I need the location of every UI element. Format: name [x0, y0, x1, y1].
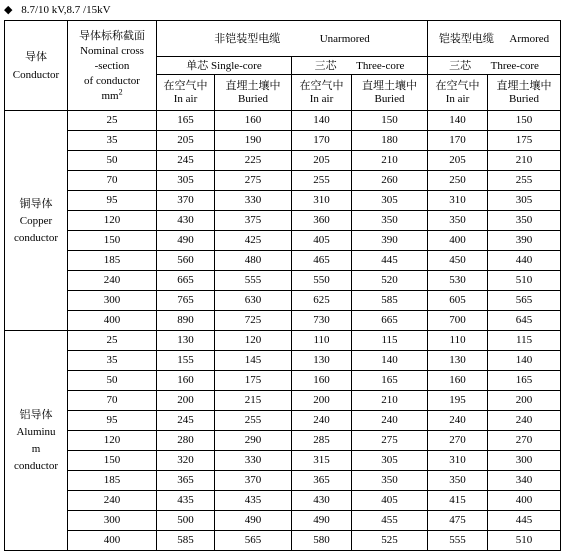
ampacity-cell: 765 — [157, 291, 215, 311]
ampacity-cell: 170 — [428, 131, 488, 151]
ampacity-cell: 440 — [488, 251, 561, 271]
aluminum-label-en: Aluminu — [16, 426, 56, 438]
unarmored-header — [157, 21, 428, 57]
ampacity-cell: 405 — [292, 231, 352, 251]
nominal-section-en-1: Nominal cross — [80, 44, 144, 57]
ampacity-cell: 625 — [292, 291, 352, 311]
aluminum-conductor-label — [5, 331, 68, 551]
ampacity-cell: 475 — [428, 511, 488, 531]
ampacity-cell: 435 — [157, 491, 215, 511]
table-row — [5, 351, 561, 371]
ampacity-cell: 190 — [215, 131, 292, 151]
in-air-header-en: In air — [173, 93, 198, 105]
buried-header — [488, 75, 561, 111]
cross-section-cell: 120 — [68, 211, 157, 231]
ampacity-cell: 245 — [157, 151, 215, 171]
ampacity-cell: 330 — [215, 191, 292, 211]
ampacity-cell: 270 — [488, 431, 561, 451]
ampacity-cell: 160 — [292, 371, 352, 391]
three-core-header-armored — [428, 57, 561, 75]
ampacity-cell: 160 — [215, 111, 292, 131]
buried-header-en: Buried — [509, 93, 539, 105]
three-core-cn: 三芯 — [314, 58, 337, 72]
ampacity-cell: 530 — [428, 271, 488, 291]
nominal-section-en-2: -section — [94, 59, 130, 72]
table-row — [5, 411, 561, 431]
table-row — [5, 271, 561, 291]
ampacity-cell: 555 — [215, 271, 292, 291]
ampacity-cell: 305 — [157, 171, 215, 191]
ampacity-cell: 315 — [292, 451, 352, 471]
cross-section-cell: 300 — [68, 511, 157, 531]
cross-section-cell: 150 — [68, 231, 157, 251]
ampacity-cell: 165 — [157, 111, 215, 131]
ampacity-cell: 360 — [292, 211, 352, 231]
diamond-bullet-icon: ◆ — [4, 3, 13, 16]
ampacity-cell: 195 — [428, 391, 488, 411]
ampacity-cell: 130 — [292, 351, 352, 371]
ampacity-cell: 130 — [157, 331, 215, 351]
cross-section-cell: 95 — [68, 411, 157, 431]
in-air-header — [292, 75, 352, 111]
cross-section-cell: 70 — [68, 171, 157, 191]
ampacity-cell: 350 — [488, 211, 561, 231]
ampacity-cell: 550 — [292, 271, 352, 291]
ampacity-cell: 525 — [352, 531, 428, 551]
table-row — [5, 151, 561, 171]
ampacity-cell: 490 — [292, 511, 352, 531]
ampacity-cell: 390 — [352, 231, 428, 251]
ampacity-cell: 240 — [428, 411, 488, 431]
aluminum-label-cn: 铝导体 — [19, 408, 53, 421]
ampacity-cell: 350 — [428, 211, 488, 231]
nominal-section-unit-sup: 2 — [118, 86, 123, 96]
ampacity-cell: 145 — [215, 351, 292, 371]
table-row — [5, 331, 561, 351]
ampacity-cell: 120 — [215, 331, 292, 351]
table-row — [5, 291, 561, 311]
ampacity-cell: 725 — [215, 311, 292, 331]
ampacity-cell: 375 — [215, 211, 292, 231]
ampacity-cell: 165 — [352, 371, 428, 391]
cross-section-cell: 50 — [68, 371, 157, 391]
ampacity-cell: 115 — [488, 331, 561, 351]
ampacity-table — [4, 20, 561, 551]
ampacity-cell: 320 — [157, 451, 215, 471]
in-air-header — [157, 75, 215, 111]
ampacity-cell: 275 — [215, 171, 292, 191]
ampacity-cell: 490 — [157, 231, 215, 251]
cross-section-cell: 185 — [68, 251, 157, 271]
cross-section-cell: 400 — [68, 531, 157, 551]
table-row — [5, 251, 561, 271]
unarmored-header-en: Unarmored — [319, 32, 370, 45]
ampacity-cell: 215 — [215, 391, 292, 411]
table-row — [5, 391, 561, 411]
ampacity-cell: 510 — [488, 531, 561, 551]
ampacity-cell: 290 — [215, 431, 292, 451]
ampacity-cell: 560 — [157, 251, 215, 271]
ampacity-cell: 175 — [215, 371, 292, 391]
buried-header-en: Buried — [374, 93, 405, 105]
ampacity-cell: 445 — [488, 511, 561, 531]
ampacity-cell: 255 — [215, 411, 292, 431]
ampacity-cell: 340 — [488, 471, 561, 491]
ampacity-cell: 140 — [292, 111, 352, 131]
ampacity-cell: 110 — [292, 331, 352, 351]
ampacity-cell: 275 — [352, 431, 428, 451]
buried-header — [352, 75, 428, 111]
table-row — [5, 531, 561, 551]
table-row — [5, 171, 561, 191]
ampacity-cell: 255 — [488, 171, 561, 191]
ampacity-cell: 240 — [488, 411, 561, 431]
ampacity-cell: 400 — [488, 491, 561, 511]
buried-header-cn: 直埋土壤中 — [496, 79, 552, 92]
ampacity-cell: 165 — [488, 371, 561, 391]
ampacity-cell: 310 — [292, 191, 352, 211]
ampacity-cell: 200 — [292, 391, 352, 411]
ampacity-cell: 490 — [215, 511, 292, 531]
ampacity-cell: 205 — [428, 151, 488, 171]
ampacity-cell: 350 — [352, 211, 428, 231]
ampacity-cell: 415 — [428, 491, 488, 511]
ampacity-cell: 170 — [292, 131, 352, 151]
cross-section-cell: 50 — [68, 151, 157, 171]
ampacity-cell: 430 — [157, 211, 215, 231]
table-title — [4, 2, 111, 18]
three-core-en: Three-core — [356, 59, 405, 72]
ampacity-cell: 555 — [428, 531, 488, 551]
in-air-header — [428, 75, 488, 111]
ampacity-cell: 365 — [292, 471, 352, 491]
copper-conductor-label — [5, 111, 68, 331]
ampacity-cell: 280 — [157, 431, 215, 451]
ampacity-cell: 140 — [488, 351, 561, 371]
ampacity-cell: 430 — [292, 491, 352, 511]
single-core-en: Single-core — [211, 59, 262, 72]
cross-section-cell: 400 — [68, 311, 157, 331]
ampacity-cell: 580 — [292, 531, 352, 551]
cross-section-cell: 120 — [68, 431, 157, 451]
three-core-cn: 三芯 — [449, 58, 472, 72]
buried-header-cn: 直埋土壤中 — [362, 79, 418, 92]
ampacity-cell: 285 — [292, 431, 352, 451]
ampacity-cell: 115 — [352, 331, 428, 351]
nominal-section-en-3: of conductor — [84, 74, 140, 87]
buried-header-cn: 直埋土壤中 — [225, 79, 281, 92]
ampacity-cell: 585 — [157, 531, 215, 551]
cross-section-cell: 25 — [68, 111, 157, 131]
ampacity-cell: 565 — [488, 291, 561, 311]
ampacity-cell: 645 — [488, 311, 561, 331]
table-row — [5, 211, 561, 231]
cross-section-cell: 150 — [68, 451, 157, 471]
table-row — [5, 191, 561, 211]
table-row — [5, 491, 561, 511]
ampacity-cell: 150 — [488, 111, 561, 131]
ampacity-cell: 245 — [157, 411, 215, 431]
ampacity-cell: 435 — [215, 491, 292, 511]
ampacity-cell: 500 — [157, 511, 215, 531]
cross-section-cell: 25 — [68, 331, 157, 351]
ampacity-cell: 455 — [352, 511, 428, 531]
ampacity-cell: 200 — [488, 391, 561, 411]
ampacity-cell: 110 — [428, 331, 488, 351]
ampacity-cell: 205 — [292, 151, 352, 171]
table-row — [5, 111, 561, 131]
ampacity-cell: 390 — [488, 231, 561, 251]
ampacity-cell: 175 — [488, 131, 561, 151]
in-air-header-en: In air — [309, 93, 334, 105]
ampacity-cell: 150 — [352, 111, 428, 131]
in-air-header-cn: 在空气中 — [163, 79, 208, 92]
ampacity-cell: 605 — [428, 291, 488, 311]
ampacity-cell: 210 — [352, 391, 428, 411]
unarmored-header-cn: 非铠装型电缆 — [214, 31, 281, 45]
ampacity-cell: 350 — [428, 471, 488, 491]
conductor-header — [5, 21, 68, 111]
ampacity-cell: 465 — [292, 251, 352, 271]
aluminum-label-en: conductor — [14, 460, 58, 472]
copper-label-en: conductor — [14, 231, 58, 244]
conductor-header-cn: 导体 — [25, 49, 47, 63]
ampacity-cell: 305 — [352, 191, 428, 211]
armored-header-en: Armored — [509, 32, 550, 45]
aluminum-label-en: m — [31, 443, 41, 455]
ampacity-cell: 630 — [215, 291, 292, 311]
ampacity-cell: 240 — [352, 411, 428, 431]
ampacity-cell: 160 — [428, 371, 488, 391]
ampacity-cell: 700 — [428, 311, 488, 331]
ampacity-cell: 665 — [157, 271, 215, 291]
ampacity-cell: 210 — [352, 151, 428, 171]
cross-section-cell: 185 — [68, 471, 157, 491]
table-row — [5, 431, 561, 451]
in-air-header-en: In air — [445, 93, 470, 105]
ampacity-cell: 365 — [157, 471, 215, 491]
ampacity-cell: 565 — [215, 531, 292, 551]
table-row — [5, 451, 561, 471]
cross-section-cell: 240 — [68, 491, 157, 511]
ampacity-cell: 370 — [157, 191, 215, 211]
armored-header — [428, 21, 561, 57]
conductor-header-en: Conductor — [12, 68, 60, 81]
copper-label-cn: 铜导体 — [19, 196, 53, 210]
ampacity-cell: 480 — [215, 251, 292, 271]
table-row — [5, 131, 561, 151]
ampacity-cell: 250 — [428, 171, 488, 191]
single-core-cn: 单芯 — [186, 58, 209, 72]
ampacity-cell: 205 — [157, 131, 215, 151]
buried-header — [215, 75, 292, 111]
ampacity-cell: 300 — [488, 451, 561, 471]
table-row — [5, 231, 561, 251]
ampacity-cell: 425 — [215, 231, 292, 251]
three-core-header-unarmored — [292, 57, 428, 75]
ampacity-cell: 370 — [215, 471, 292, 491]
table-row — [5, 371, 561, 391]
ampacity-cell: 240 — [292, 411, 352, 431]
single-core-header — [157, 57, 292, 75]
ampacity-cell: 310 — [428, 451, 488, 471]
ampacity-cell: 520 — [352, 271, 428, 291]
ampacity-cell: 450 — [428, 251, 488, 271]
cross-section-cell: 35 — [68, 131, 157, 151]
cross-section-cell: 300 — [68, 291, 157, 311]
three-core-en: Three-core — [490, 59, 539, 72]
ampacity-cell: 255 — [292, 171, 352, 191]
nominal-section-unit: mm — [101, 89, 119, 102]
voltage-rating: 8.7/10 kV,8.7 /15kV — [21, 4, 111, 16]
cross-section-cell: 70 — [68, 391, 157, 411]
nominal-section-cn: 导体标称截面 — [79, 28, 145, 42]
ampacity-cell: 730 — [292, 311, 352, 331]
ampacity-cell: 890 — [157, 311, 215, 331]
in-air-header-cn: 在空气中 — [299, 79, 344, 92]
ampacity-cell: 155 — [157, 351, 215, 371]
ampacity-cell: 330 — [215, 451, 292, 471]
ampacity-cell: 305 — [488, 191, 561, 211]
table-row — [5, 311, 561, 331]
ampacity-cell: 305 — [352, 451, 428, 471]
cross-section-cell: 95 — [68, 191, 157, 211]
armored-header-cn: 铠装型电缆 — [438, 31, 494, 45]
ampacity-cell: 665 — [352, 311, 428, 331]
cross-section-cell: 35 — [68, 351, 157, 371]
ampacity-cell: 260 — [352, 171, 428, 191]
buried-header-en: Buried — [238, 93, 268, 105]
ampacity-cell: 585 — [352, 291, 428, 311]
ampacity-cell: 400 — [428, 231, 488, 251]
ampacity-cell: 140 — [352, 351, 428, 371]
ampacity-cell: 160 — [157, 371, 215, 391]
ampacity-cell: 210 — [488, 151, 561, 171]
table-row — [5, 471, 561, 491]
ampacity-cell: 445 — [352, 251, 428, 271]
ampacity-cell: 310 — [428, 191, 488, 211]
ampacity-cell: 510 — [488, 271, 561, 291]
ampacity-cell: 130 — [428, 351, 488, 371]
nominal-section-header — [68, 21, 157, 111]
ampacity-cell: 350 — [352, 471, 428, 491]
ampacity-cell: 180 — [352, 131, 428, 151]
in-air-header-cn: 在空气中 — [435, 79, 480, 92]
ampacity-cell: 270 — [428, 431, 488, 451]
ampacity-cell: 405 — [352, 491, 428, 511]
copper-label-en: Copper — [19, 214, 53, 227]
ampacity-cell: 225 — [215, 151, 292, 171]
ampacity-cell: 200 — [157, 391, 215, 411]
ampacity-cell: 140 — [428, 111, 488, 131]
table-row — [5, 511, 561, 531]
cross-section-cell: 240 — [68, 271, 157, 291]
